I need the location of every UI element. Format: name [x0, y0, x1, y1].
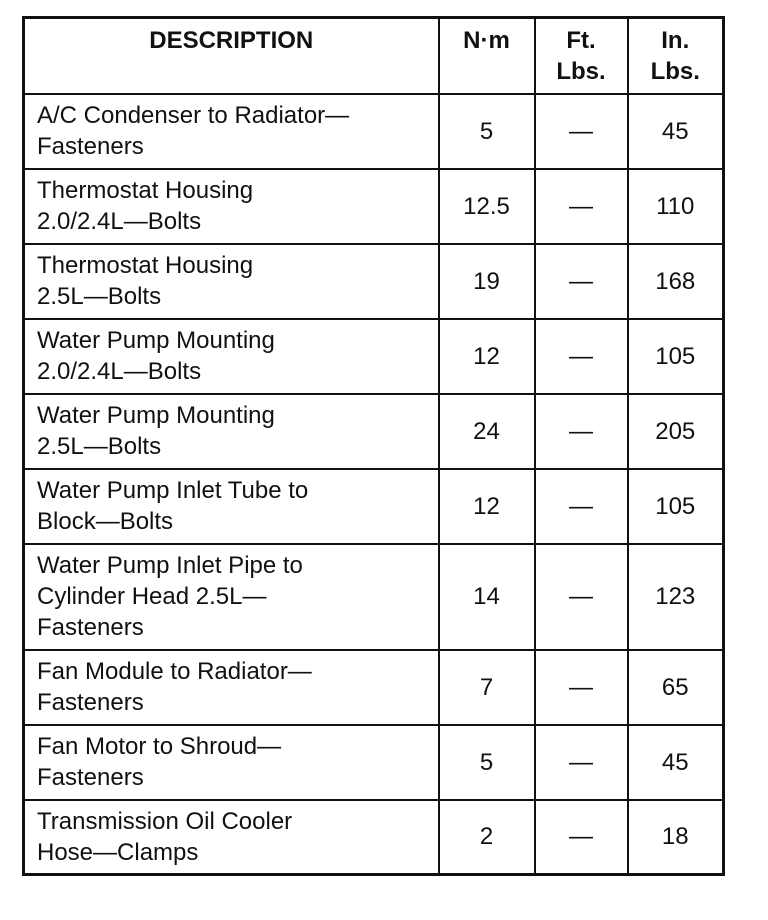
nm-cell: 12: [439, 319, 535, 394]
header-nm: N·m: [439, 18, 535, 94]
ft-lbs-cell: —: [535, 319, 628, 394]
in-lbs-cell: 205: [628, 394, 724, 469]
ft-lbs-cell: —: [535, 94, 628, 169]
in-lbs-cell: 110: [628, 169, 724, 244]
nm-cell: 7: [439, 650, 535, 725]
description-cell: Water Pump Mounting 2.5L—Bolts: [24, 394, 439, 469]
in-lbs-cell: 45: [628, 94, 724, 169]
nm-cell: 12: [439, 469, 535, 544]
nm-cell: 12.5: [439, 169, 535, 244]
table-row: [24, 725, 724, 800]
in-lbs-cell: 105: [628, 319, 724, 394]
description-cell: Water Pump Inlet Tube to Block—Bolts: [24, 469, 439, 544]
ft-lbs-cell: —: [535, 394, 628, 469]
torque-specifications-table: [22, 16, 725, 876]
description-cell: A/C Condenser to Radiator— Fasteners: [24, 94, 439, 169]
in-lbs-cell: 168: [628, 244, 724, 319]
description-cell: Water Pump Inlet Pipe to Cylinder Head 2.5L— Fasteners: [24, 544, 439, 650]
description-cell: Fan Module to Radiator— Fasteners: [24, 650, 439, 725]
description-cell: Water Pump Mounting 2.0/2.4L—Bolts: [24, 319, 439, 394]
table-row: [24, 650, 724, 725]
nm-cell: 24: [439, 394, 535, 469]
table-row: [24, 94, 724, 169]
nm-cell: 19: [439, 244, 535, 319]
ft-lbs-cell: —: [535, 800, 628, 875]
ft-lbs-cell: —: [535, 725, 628, 800]
table-row: [24, 244, 724, 319]
table-row: [24, 394, 724, 469]
in-lbs-cell: 45: [628, 725, 724, 800]
description-cell: Thermostat Housing 2.0/2.4L—Bolts: [24, 169, 439, 244]
in-lbs-cell: 18: [628, 800, 724, 875]
ft-lbs-cell: —: [535, 244, 628, 319]
ft-lbs-cell: —: [535, 650, 628, 725]
header-in-lbs: In. Lbs.: [628, 18, 724, 94]
description-cell: Fan Motor to Shroud— Fasteners: [24, 725, 439, 800]
in-lbs-cell: 65: [628, 650, 724, 725]
nm-cell: 5: [439, 94, 535, 169]
table-row: [24, 319, 724, 394]
ft-lbs-cell: —: [535, 469, 628, 544]
table-row: [24, 544, 724, 650]
table-row: [24, 800, 724, 875]
nm-cell: 2: [439, 800, 535, 875]
in-lbs-cell: 123: [628, 544, 724, 650]
in-lbs-cell: 105: [628, 469, 724, 544]
description-cell: Thermostat Housing 2.5L—Bolts: [24, 244, 439, 319]
header-ft-lbs: Ft. Lbs.: [535, 18, 628, 94]
nm-cell: 14: [439, 544, 535, 650]
ft-lbs-cell: —: [535, 544, 628, 650]
table-row: [24, 469, 724, 544]
description-cell: Transmission Oil Cooler Hose—Clamps: [24, 800, 439, 875]
table-header-row: [24, 18, 724, 94]
nm-cell: 5: [439, 725, 535, 800]
ft-lbs-cell: —: [535, 169, 628, 244]
table-row: [24, 169, 724, 244]
header-description: DESCRIPTION: [24, 18, 439, 94]
